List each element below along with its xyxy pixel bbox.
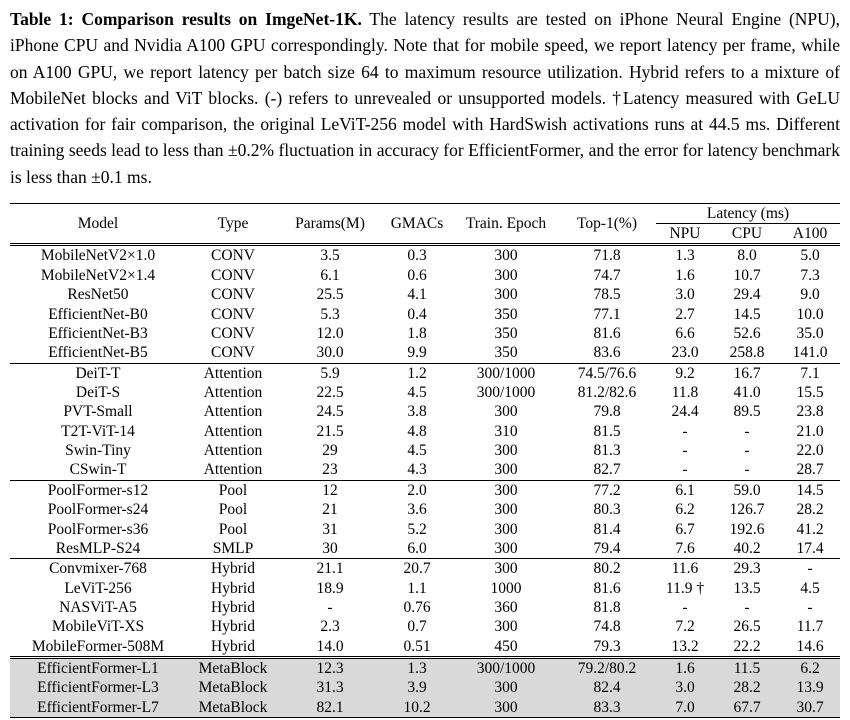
table-row bbox=[10, 460, 840, 480]
cell-epoch: 350 bbox=[494, 324, 518, 342]
cell-model: EfficientNet-B0 bbox=[48, 305, 148, 323]
cell-epoch: 300 bbox=[494, 501, 518, 519]
cell-epoch: 300 bbox=[454, 559, 558, 579]
table-row bbox=[10, 698, 840, 718]
cell-npu: 7.2 bbox=[675, 618, 695, 636]
cell-cpu: 26.5 bbox=[733, 618, 761, 636]
cell-type: Hybrid bbox=[186, 559, 280, 579]
col-header-cpu: CPU bbox=[714, 224, 780, 245]
cell-a100: 7.1 bbox=[780, 363, 840, 383]
cell-gmacs: 0.76 bbox=[403, 598, 431, 616]
cell-model: PoolFormer-s36 bbox=[47, 520, 149, 538]
cell-epoch: 310 bbox=[494, 422, 518, 440]
cell-model: EfficientFormer-L1 bbox=[10, 658, 186, 679]
cell-npu: 1.3 bbox=[675, 247, 695, 265]
cell-type: CONV bbox=[211, 247, 255, 265]
table-row bbox=[10, 500, 840, 519]
cell-gmacs: 3.6 bbox=[407, 501, 427, 519]
results-table-body bbox=[10, 245, 840, 718]
cell-npu: 24.4 bbox=[671, 403, 699, 421]
table-row bbox=[10, 245, 840, 266]
col-header-type: Type bbox=[186, 203, 280, 245]
col-header-latency-group: Latency (ms) bbox=[656, 203, 840, 223]
cell-params: 12.3 bbox=[280, 658, 380, 679]
cell-model: PVT-Small bbox=[63, 403, 133, 421]
cell-npu: 13.2 bbox=[671, 637, 699, 655]
cell-npu: - bbox=[682, 461, 688, 479]
table-row bbox=[10, 637, 840, 658]
cell-npu: - bbox=[682, 598, 688, 616]
cell-cpu: 28.2 bbox=[714, 678, 780, 697]
cell-npu: 11.9 † bbox=[665, 579, 705, 597]
cell-npu: 2.7 bbox=[675, 305, 695, 323]
col-header-gmacs: GMACs bbox=[380, 203, 454, 245]
cell-top1: 80.3 bbox=[593, 501, 621, 519]
cell-type: Hybrid bbox=[211, 618, 255, 636]
cell-npu: 11.8 bbox=[671, 383, 699, 401]
cell-a100: - bbox=[807, 598, 813, 616]
cell-model: EfficientFormer-L3 bbox=[10, 678, 186, 697]
cell-gmacs: 20.7 bbox=[380, 559, 454, 579]
cell-model: ResMLP-S24 bbox=[55, 539, 141, 557]
cell-type: Pool bbox=[218, 520, 248, 538]
cell-epoch: 300 bbox=[494, 539, 518, 557]
cell-model: PoolFormer-s24 bbox=[47, 501, 149, 519]
cell-a100: 28.7 bbox=[796, 461, 824, 479]
cell-gmacs: 9.9 bbox=[407, 344, 427, 362]
col-header-a100: A100 bbox=[780, 224, 840, 245]
cell-top1: 81.6 bbox=[593, 579, 621, 597]
cell-top1: 77.2 bbox=[558, 480, 656, 500]
cell-model: PoolFormer-s12 bbox=[10, 480, 186, 500]
cell-gmacs: 1.8 bbox=[407, 324, 427, 342]
cell-cpu: 22.2 bbox=[733, 637, 761, 655]
cell-params: 5.9 bbox=[280, 363, 380, 383]
cell-cpu: 67.7 bbox=[714, 698, 780, 718]
cell-npu: 6.6 bbox=[675, 324, 695, 342]
cell-cpu: 8.0 bbox=[737, 247, 757, 265]
cell-type: Hybrid bbox=[211, 598, 255, 616]
cell-model: EfficientFormer-L7 bbox=[10, 698, 186, 718]
table-row bbox=[10, 383, 840, 402]
cell-gmacs: 4.5 bbox=[407, 442, 427, 460]
cell-gmacs: 0.7 bbox=[407, 618, 427, 636]
cell-model: Swin-Tiny bbox=[65, 442, 131, 460]
col-header-model: Model bbox=[10, 203, 186, 245]
table-row bbox=[10, 480, 840, 500]
cell-epoch: 1000 bbox=[490, 579, 522, 597]
cell-cpu: 29.4 bbox=[733, 286, 761, 304]
cell-a100: 11.7 bbox=[796, 618, 824, 636]
cell-top1: 78.5 bbox=[593, 286, 621, 304]
cell-epoch: 450 bbox=[494, 637, 518, 655]
cell-a100: 7.3 bbox=[800, 266, 820, 284]
cell-params: 82.1 bbox=[280, 698, 380, 718]
cell-model: T2T-ViT-14 bbox=[61, 422, 135, 440]
cell-epoch: 360 bbox=[494, 598, 518, 616]
cell-params: 30.0 bbox=[316, 344, 344, 362]
cell-epoch: 300 bbox=[494, 266, 518, 284]
cell-params: 2.3 bbox=[320, 618, 340, 636]
cell-gmacs: 4.1 bbox=[407, 286, 427, 304]
cell-a100: 35.0 bbox=[796, 324, 824, 342]
cell-epoch: 300 bbox=[494, 520, 518, 538]
cell-params: 12.0 bbox=[316, 324, 344, 342]
cell-params: 14.0 bbox=[316, 637, 344, 655]
cell-type: Attention bbox=[203, 403, 263, 421]
cell-top1: 81.8 bbox=[593, 598, 621, 616]
cell-params: 30 bbox=[322, 539, 338, 557]
cell-a100: 28.2 bbox=[796, 501, 824, 519]
cell-type: SMLP bbox=[212, 539, 254, 557]
cell-top1: 79.3 bbox=[593, 637, 621, 655]
table-row bbox=[10, 598, 840, 617]
cell-epoch: 300 bbox=[494, 286, 518, 304]
caption-label: Table 1: bbox=[10, 9, 82, 29]
cell-params: - bbox=[327, 598, 333, 616]
cell-cpu: 258.8 bbox=[729, 344, 765, 362]
cell-a100: 30.7 bbox=[780, 698, 840, 718]
cell-params: 6.1 bbox=[320, 266, 340, 284]
cell-epoch: 300 bbox=[494, 461, 518, 479]
cell-gmacs: 0.6 bbox=[407, 266, 427, 284]
table-row bbox=[10, 422, 840, 441]
cell-epoch: 300/1000 bbox=[454, 658, 558, 679]
cell-type: Attention bbox=[203, 383, 263, 401]
cell-cpu: - bbox=[744, 442, 750, 460]
cell-type: CONV bbox=[211, 324, 255, 342]
cell-epoch: 300 bbox=[494, 403, 518, 421]
cell-params: 31 bbox=[322, 520, 338, 538]
table-row bbox=[10, 579, 840, 598]
cell-npu: - bbox=[682, 422, 688, 440]
cell-params: 12 bbox=[280, 480, 380, 500]
cell-epoch: 350 bbox=[494, 305, 518, 323]
cell-top1: 80.2 bbox=[558, 559, 656, 579]
cell-model: MobileViT-XS bbox=[51, 618, 145, 636]
cell-top1: 74.8 bbox=[593, 618, 621, 636]
cell-cpu: - bbox=[744, 461, 750, 479]
cell-params: 31.3 bbox=[280, 678, 380, 697]
cell-cpu: 59.0 bbox=[714, 480, 780, 500]
cell-npu: 7.6 bbox=[675, 539, 695, 557]
cell-params: 23 bbox=[322, 461, 338, 479]
cell-a100: 14.5 bbox=[780, 480, 840, 500]
col-header-top1: Top-1(%) bbox=[558, 203, 656, 245]
cell-top1: 79.2/80.2 bbox=[558, 658, 656, 679]
table-row bbox=[10, 363, 840, 383]
cell-a100: 15.5 bbox=[796, 383, 824, 401]
cell-gmacs: 4.3 bbox=[407, 461, 427, 479]
cell-params: 21.1 bbox=[280, 559, 380, 579]
cell-a100: 9.0 bbox=[800, 286, 820, 304]
table-row bbox=[10, 402, 840, 421]
cell-top1: 83.6 bbox=[593, 344, 621, 362]
cell-gmacs: 6.0 bbox=[407, 539, 427, 557]
cell-epoch: 300/1000 bbox=[454, 363, 558, 383]
cell-top1: 79.4 bbox=[593, 539, 621, 557]
cell-params: 24.5 bbox=[316, 403, 344, 421]
cell-a100: 4.5 bbox=[800, 579, 820, 597]
cell-params: 5.3 bbox=[320, 305, 340, 323]
cell-params: 18.9 bbox=[316, 579, 344, 597]
cell-model: Convmixer-768 bbox=[10, 559, 186, 579]
cell-top1: 81.3 bbox=[593, 442, 621, 460]
cell-top1: 81.2/82.6 bbox=[577, 383, 637, 401]
cell-a100: 21.0 bbox=[796, 422, 824, 440]
cell-gmacs: 0.51 bbox=[403, 637, 431, 655]
cell-type: Pool bbox=[186, 480, 280, 500]
cell-gmacs: 1.3 bbox=[380, 658, 454, 679]
cell-cpu: 11.5 bbox=[714, 658, 780, 679]
cell-top1: 74.7 bbox=[593, 266, 621, 284]
cell-gmacs: 1.2 bbox=[380, 363, 454, 383]
cell-a100: 6.2 bbox=[780, 658, 840, 679]
cell-model: DeiT-S bbox=[75, 383, 121, 401]
cell-model: MobileNetV2×1.4 bbox=[40, 266, 156, 284]
cell-top1: 83.3 bbox=[558, 698, 656, 718]
table-caption bbox=[10, 6, 840, 190]
cell-cpu: 41.0 bbox=[733, 383, 761, 401]
cell-model: DeiT-T bbox=[10, 363, 186, 383]
cell-a100: 13.9 bbox=[780, 678, 840, 697]
cell-gmacs: 3.9 bbox=[380, 678, 454, 697]
cell-type: CONV bbox=[211, 286, 255, 304]
cell-gmacs: 5.2 bbox=[407, 520, 427, 538]
caption-body: The latency results are tested on iPhone Neural Engine (NPU), iPhone CPU and Nvidia A100 GPU correspondingly. Note that for mobile speed, we report latency per frame, while on A100 GPU, we report latency per batch size 64 to maximum resource utilization. Hybrid refers to a mixture of MobileNet blocks and ViT blocks. (-) refers to unrevealed or unsupported models. †Latency measured with GeLU activation for fair comparison, the original LeViT-256 model with HardSwish activations runs at 44.5 ms. Different training seeds lead to less than ±0.2% fluctuation in accuracy for EfficientFormer, and the error for latency benchmark is less than ±0.1 ms. bbox=[10, 9, 840, 187]
cell-model: MobileNetV2×1.0 bbox=[40, 247, 156, 265]
cell-a100: 141.0 bbox=[792, 344, 828, 362]
cell-npu: 23.0 bbox=[671, 344, 699, 362]
cell-cpu: 13.5 bbox=[733, 579, 761, 597]
cell-type: MetaBlock bbox=[186, 658, 280, 679]
cell-model: NASViT-A5 bbox=[59, 598, 137, 616]
cell-type: MetaBlock bbox=[186, 698, 280, 718]
cell-epoch: 300 bbox=[454, 480, 558, 500]
cell-top1: 77.1 bbox=[593, 305, 621, 323]
cell-a100: 14.6 bbox=[796, 637, 824, 655]
cell-model: LeViT-256 bbox=[64, 579, 132, 597]
cell-a100: 17.4 bbox=[796, 539, 824, 557]
cell-cpu: - bbox=[744, 422, 750, 440]
cell-type: Pool bbox=[218, 501, 248, 519]
cell-gmacs: 1.1 bbox=[407, 579, 427, 597]
cell-type: CONV bbox=[211, 305, 255, 323]
cell-params: 21 bbox=[322, 501, 338, 519]
cell-npu: 6.1 bbox=[656, 480, 714, 500]
cell-epoch: 300 bbox=[494, 618, 518, 636]
cell-params: 21.5 bbox=[316, 422, 344, 440]
cell-gmacs: 10.2 bbox=[380, 698, 454, 718]
cell-npu: 6.7 bbox=[675, 520, 695, 538]
table-row bbox=[10, 266, 840, 285]
cell-model: ResNet50 bbox=[67, 286, 129, 304]
cell-epoch: 300 bbox=[454, 678, 558, 697]
cell-epoch: 350 bbox=[494, 344, 518, 362]
table-row bbox=[10, 658, 840, 679]
header-row-main bbox=[10, 203, 840, 223]
cell-model: MobileFormer-508M bbox=[31, 637, 165, 655]
cell-type: Attention bbox=[186, 363, 280, 383]
cell-params: 22.5 bbox=[316, 383, 344, 401]
cell-npu: 9.2 bbox=[656, 363, 714, 383]
cell-type: MetaBlock bbox=[186, 678, 280, 697]
cell-epoch: 300 bbox=[454, 698, 558, 718]
cell-cpu: 192.6 bbox=[729, 520, 765, 538]
cell-top1: 81.5 bbox=[593, 422, 621, 440]
cell-gmacs: 4.8 bbox=[407, 422, 427, 440]
cell-type: CONV bbox=[211, 344, 255, 362]
table-row bbox=[10, 285, 840, 304]
cell-a100: 23.8 bbox=[796, 403, 824, 421]
cell-a100: - bbox=[780, 559, 840, 579]
cell-cpu: 126.7 bbox=[729, 501, 765, 519]
cell-gmacs: 0.4 bbox=[407, 305, 427, 323]
cell-cpu: 14.5 bbox=[733, 305, 761, 323]
table-row bbox=[10, 343, 840, 363]
cell-npu: 3.0 bbox=[675, 286, 695, 304]
cell-params: 29 bbox=[322, 442, 338, 460]
cell-cpu: - bbox=[744, 598, 750, 616]
table-row bbox=[10, 539, 840, 559]
table-row bbox=[10, 520, 840, 539]
cell-type: Hybrid bbox=[211, 637, 255, 655]
cell-npu: 3.0 bbox=[656, 678, 714, 697]
cell-top1: 71.8 bbox=[593, 247, 621, 265]
cell-type: Hybrid bbox=[211, 579, 255, 597]
cell-params: 3.5 bbox=[320, 247, 340, 265]
table-row bbox=[10, 441, 840, 460]
cell-model: CSwin-T bbox=[69, 461, 127, 479]
cell-cpu: 89.5 bbox=[733, 403, 761, 421]
cell-npu: - bbox=[682, 442, 688, 460]
table-row bbox=[10, 617, 840, 636]
cell-cpu: 40.2 bbox=[733, 539, 761, 557]
cell-epoch: 300/1000 bbox=[476, 383, 536, 401]
cell-params: 25.5 bbox=[316, 286, 344, 304]
cell-cpu: 52.6 bbox=[733, 324, 761, 342]
results-table bbox=[10, 203, 840, 718]
cell-npu: 1.6 bbox=[656, 658, 714, 679]
cell-a100: 41.2 bbox=[796, 520, 824, 538]
col-header-params: Params(M) bbox=[280, 203, 380, 245]
cell-a100: 10.0 bbox=[796, 305, 824, 323]
cell-npu: 7.0 bbox=[656, 698, 714, 718]
cell-top1: 81.6 bbox=[593, 324, 621, 342]
col-header-npu: NPU bbox=[656, 224, 714, 245]
cell-cpu: 10.7 bbox=[733, 266, 761, 284]
cell-type: Attention bbox=[203, 442, 263, 460]
cell-gmacs: 2.0 bbox=[380, 480, 454, 500]
cell-model: EfficientNet-B5 bbox=[48, 344, 148, 362]
cell-a100: 5.0 bbox=[800, 247, 820, 265]
cell-epoch: 300 bbox=[494, 442, 518, 460]
cell-cpu: 16.7 bbox=[714, 363, 780, 383]
cell-gmacs: 4.5 bbox=[407, 383, 427, 401]
table-row bbox=[10, 305, 840, 324]
table-row bbox=[10, 678, 840, 697]
cell-type: Attention bbox=[203, 461, 263, 479]
cell-npu: 11.6 bbox=[656, 559, 714, 579]
cell-model: EfficientNet-B3 bbox=[48, 324, 148, 342]
cell-top1: 82.4 bbox=[558, 678, 656, 697]
cell-a100: 22.0 bbox=[796, 442, 824, 460]
cell-epoch: 300 bbox=[494, 247, 518, 265]
cell-top1: 79.8 bbox=[593, 403, 621, 421]
cell-cpu: 29.3 bbox=[714, 559, 780, 579]
cell-top1: 74.5/76.6 bbox=[558, 363, 656, 383]
cell-type: CONV bbox=[211, 266, 255, 284]
table-row bbox=[10, 559, 840, 579]
cell-gmacs: 0.3 bbox=[407, 247, 427, 265]
cell-top1: 82.7 bbox=[593, 461, 621, 479]
caption-title: Comparison results on ImgeNet-1K. bbox=[81, 9, 362, 29]
cell-gmacs: 3.8 bbox=[407, 403, 427, 421]
cell-top1: 81.4 bbox=[593, 520, 621, 538]
table-row bbox=[10, 324, 840, 343]
cell-type: Attention bbox=[203, 422, 263, 440]
cell-npu: 1.6 bbox=[675, 266, 695, 284]
cell-npu: 6.2 bbox=[675, 501, 695, 519]
col-header-epoch: Train. Epoch bbox=[454, 203, 558, 245]
